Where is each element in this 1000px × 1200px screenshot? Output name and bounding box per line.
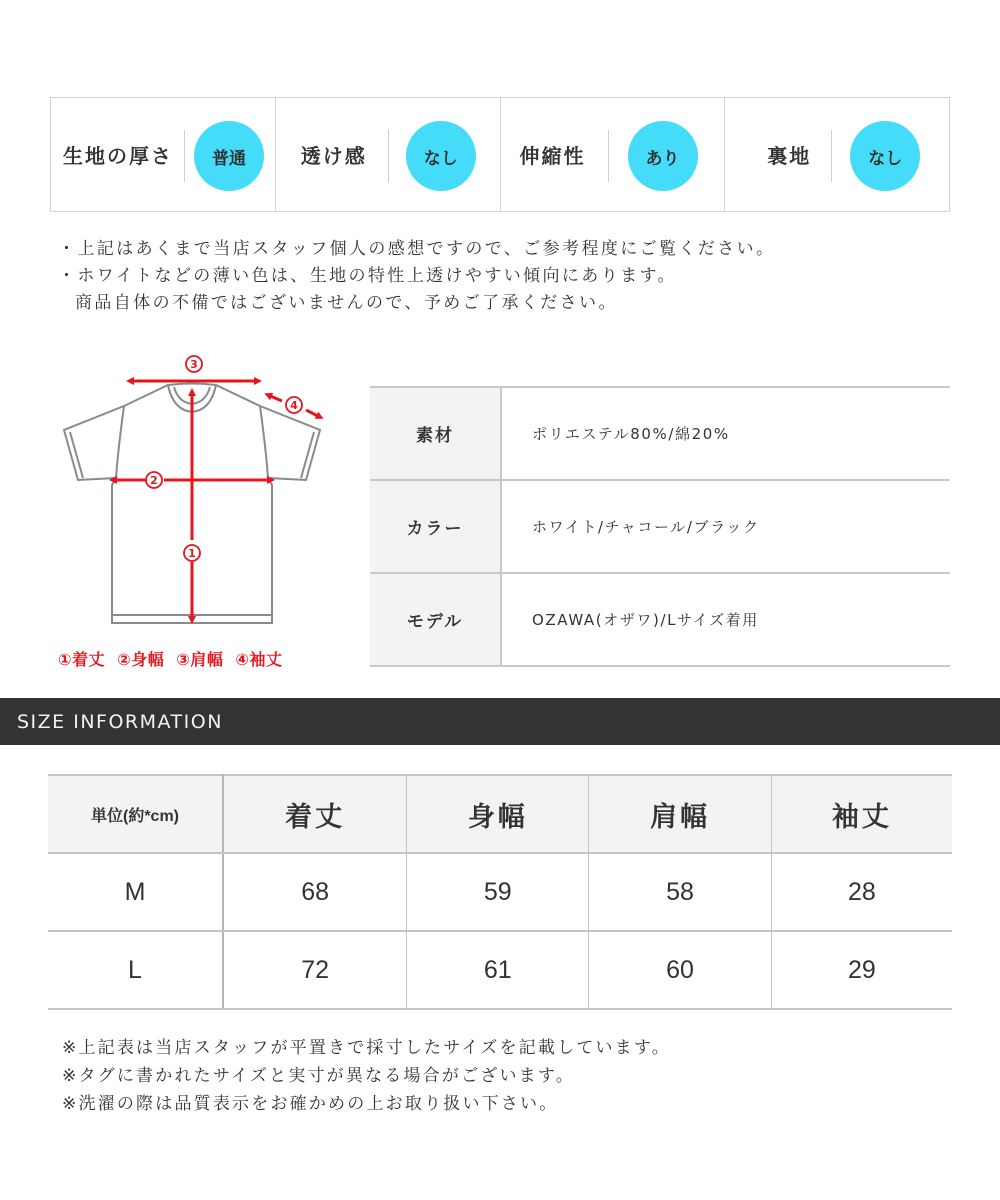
attr-label: 伸縮性 (519, 144, 586, 168)
attr-divider (831, 130, 832, 182)
svg-text:2: 2 (150, 474, 158, 487)
spec-row-material (370, 387, 950, 480)
legend-chest: ②身幅 (117, 650, 165, 669)
measurement-legend (58, 647, 288, 670)
product-spec-table (370, 386, 950, 667)
attr-value-badge: あり (628, 121, 698, 191)
note-line: 商品自体の不備ではございませんので、予めご了承ください。 (75, 293, 618, 313)
spec-value: ホワイト/チャコール/ブラック (501, 480, 950, 573)
attr-lining (725, 98, 949, 211)
svg-text:4: 4 (290, 399, 298, 412)
size-label: M (48, 853, 223, 931)
note-line: ※タグに書かれたサイズと実寸が異なる場合がございます。 (62, 1066, 575, 1086)
legend-shoulder: ③肩幅 (176, 650, 224, 669)
spec-value: ポリエステル80%/綿20% (501, 387, 950, 480)
note-line: ※洗濯の際は品質表示をお確かめの上お取り扱い下さい。 (62, 1094, 559, 1114)
legend-sleeve: ④袖丈 (235, 650, 283, 669)
attr-label: 裏地 (767, 144, 812, 168)
column-header: 身幅 (407, 775, 589, 853)
legend-length: ①着丈 (58, 650, 106, 669)
table-cell: 28 (771, 853, 952, 931)
attr-value-badge: 普通 (194, 121, 264, 191)
table-cell: 59 (407, 853, 589, 931)
size-table-header (48, 775, 952, 853)
tshirt-measurement-diagram (50, 350, 350, 670)
fabric-notes (58, 236, 775, 317)
table-cell: 68 (223, 853, 407, 931)
size-notes (62, 1034, 671, 1118)
fabric-attributes-panel (50, 97, 950, 212)
table-row (48, 853, 952, 931)
attr-divider (388, 130, 389, 182)
attr-thickness (51, 98, 276, 211)
unit-header: 単位(約*cm) (48, 775, 223, 853)
attr-label: 透け感 (300, 144, 367, 168)
size-information-header (0, 698, 1000, 745)
spec-key: 素材 (370, 387, 501, 480)
section-title: SIZE INFORMATION (17, 710, 223, 733)
table-cell: 58 (589, 853, 771, 931)
note-line: ・上記はあくまで当店スタッフ個人の感想ですので、ご参考程度にご覧ください。 (58, 239, 776, 259)
attr-divider (184, 130, 185, 182)
svg-text:1: 1 (188, 547, 196, 560)
table-cell: 60 (589, 931, 771, 1009)
attr-stretch (501, 98, 726, 211)
column-header: 着丈 (223, 775, 407, 853)
spec-key: カラー (370, 480, 501, 573)
attr-transparency (276, 98, 501, 211)
note-line: ※上記表は当店スタッフが平置きで採寸したサイズを記載しています。 (62, 1038, 671, 1058)
attr-divider (608, 130, 609, 182)
table-row (48, 931, 952, 1009)
attr-value-badge: なし (850, 121, 920, 191)
attr-label: 生地の厚さ (63, 144, 173, 168)
note-line: ・ホワイトなどの薄い色は、生地の特性上透けやすい傾向にあります。 (58, 266, 677, 286)
table-cell: 72 (223, 931, 407, 1009)
table-cell: 61 (407, 931, 589, 1009)
size-label: L (48, 931, 223, 1009)
column-header: 肩幅 (589, 775, 771, 853)
spec-key: モデル (370, 573, 501, 666)
table-cell: 29 (771, 931, 952, 1009)
spec-row-model (370, 573, 950, 666)
spec-row-color (370, 480, 950, 573)
column-header: 袖丈 (771, 775, 952, 853)
attr-value-badge: なし (406, 121, 476, 191)
spec-value: OZAWA(オザワ)/Lサイズ着用 (501, 573, 950, 666)
size-table (48, 774, 952, 1010)
svg-text:3: 3 (190, 358, 198, 371)
tshirt-outline-icon (50, 350, 350, 650)
